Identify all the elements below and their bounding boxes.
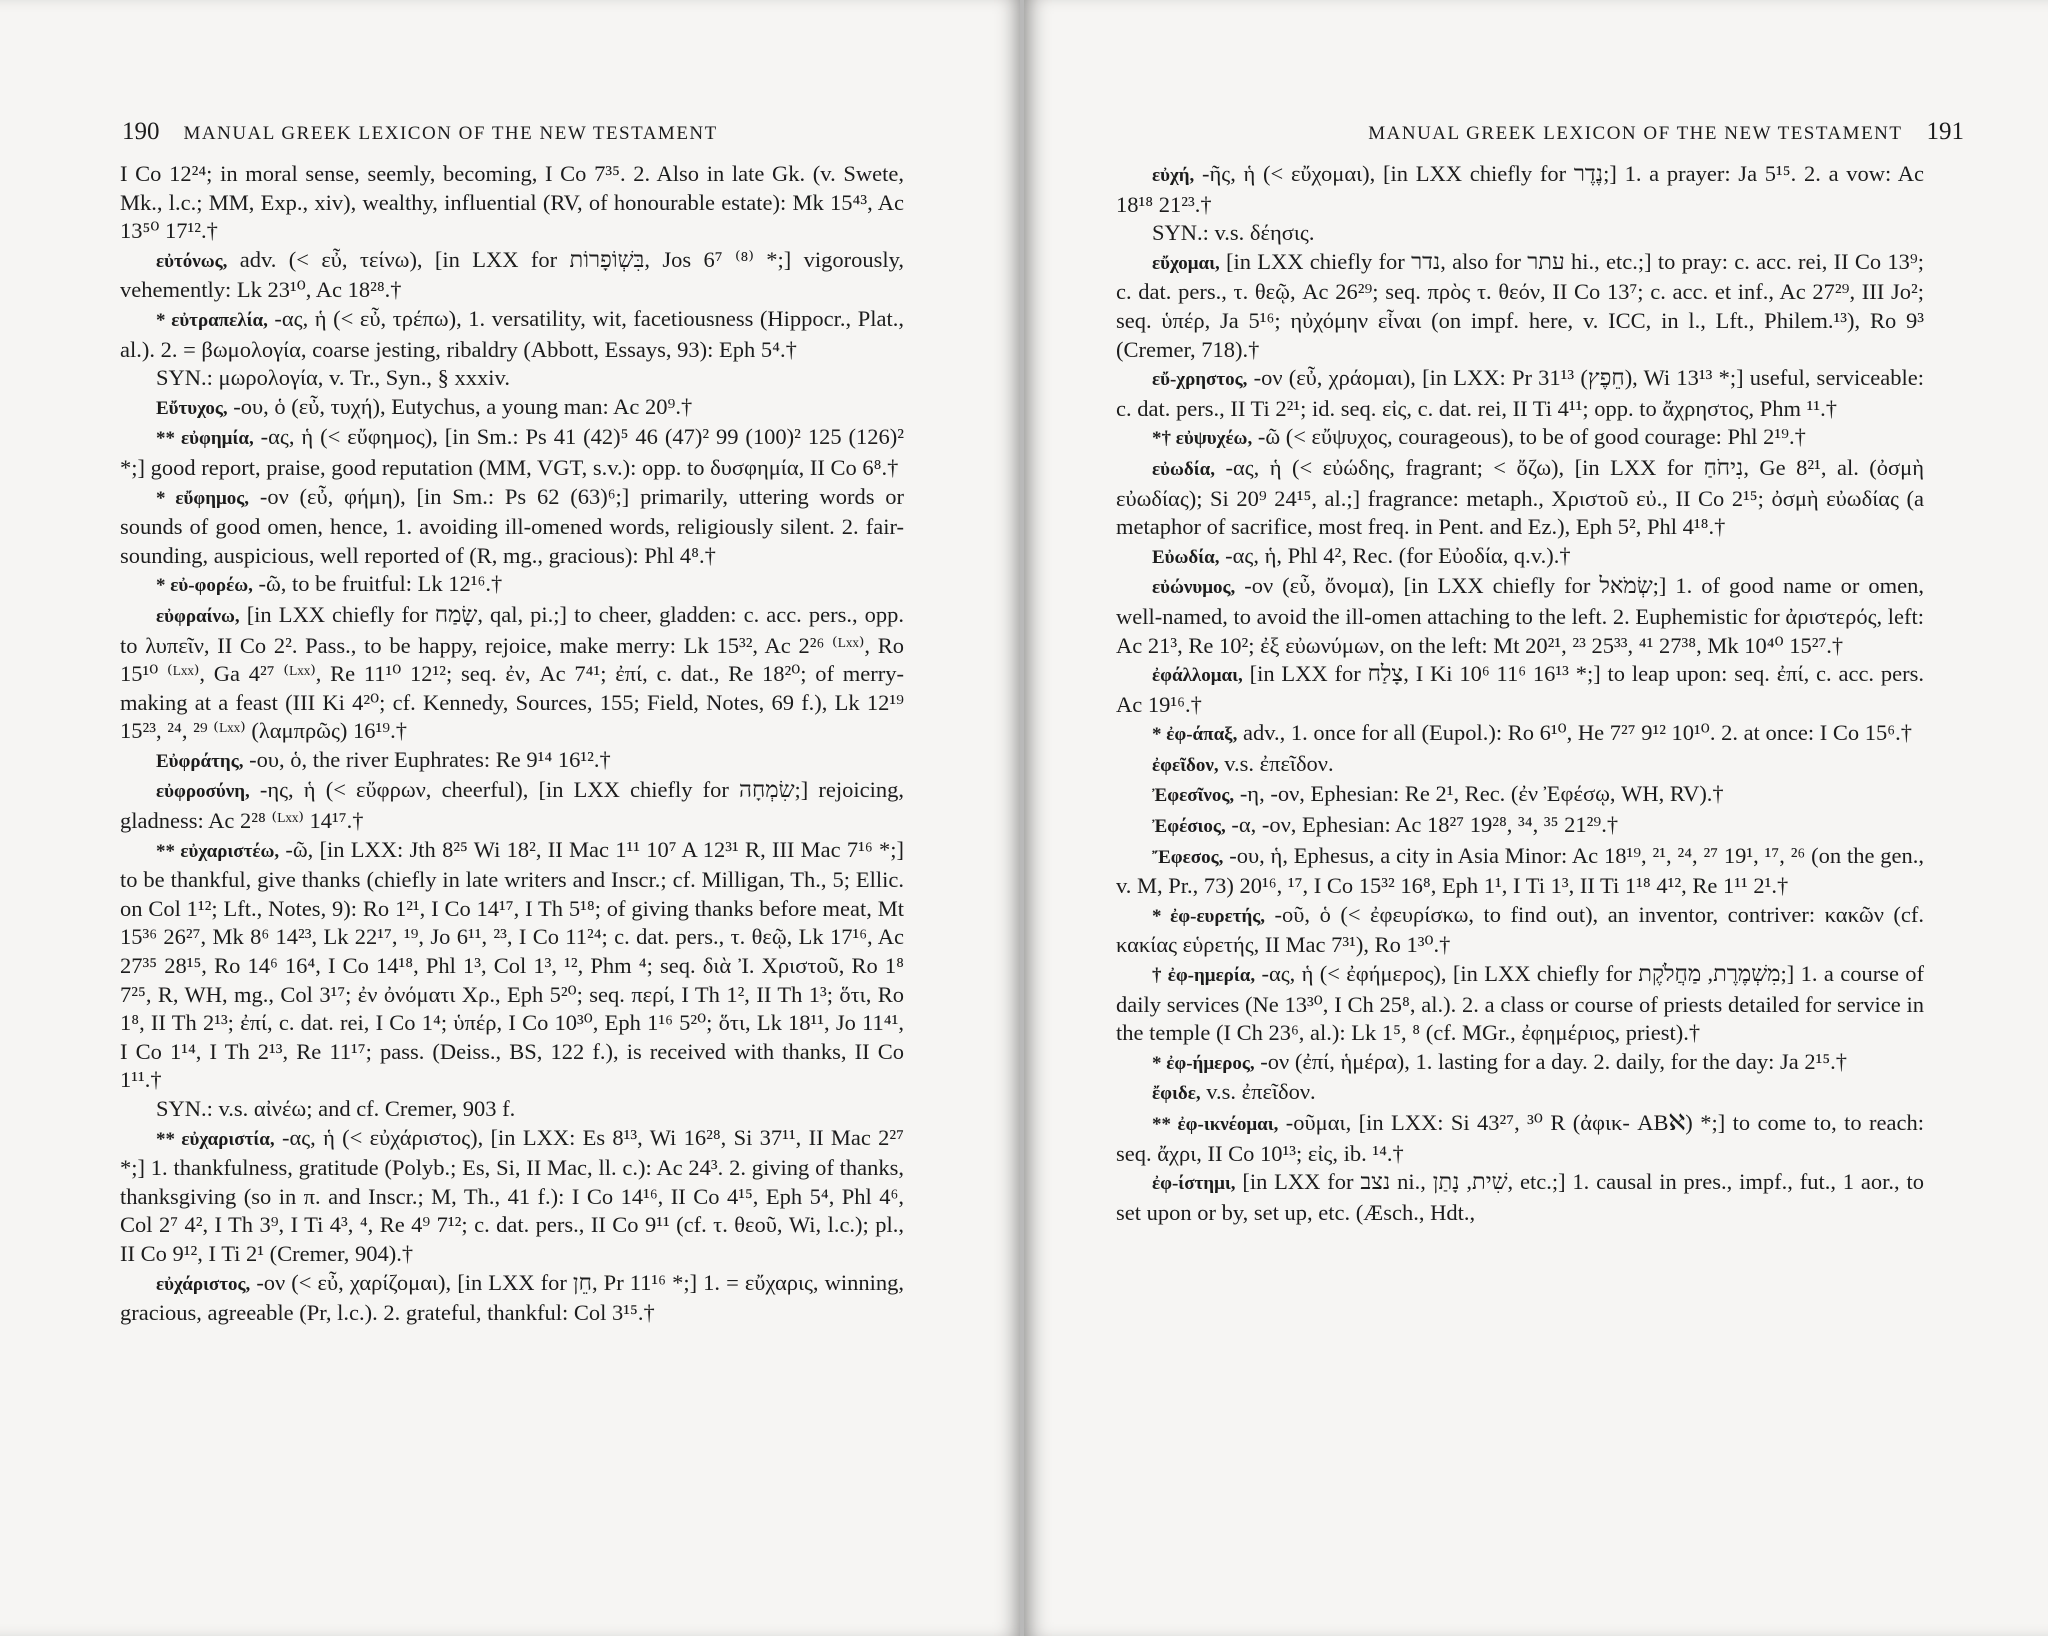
entry-body: -ον (< εὖ, χαρίζομαι), [in LXX for חֵן, Pr 11¹⁶ *;] 1. = εὔχαρις, winning, gracious, agreeable (Pr, l.c.). 2. grateful, thankful: Col 3¹⁵.† bbox=[120, 1269, 904, 1326]
lexicon-entry bbox=[1116, 572, 1924, 660]
lexicon-entry bbox=[120, 246, 904, 305]
entry-headword: εὐωδία, bbox=[1152, 458, 1215, 480]
entry-body: -ας, ἡ (< εὖ, τρέπω), 1. versatility, wit, facetiousness (Hippocr., Plat., al.). 2. = βωμολογία, coarse jesting, ribaldry (Abbott, Essays, 93): Eph 5⁴.† bbox=[120, 305, 904, 362]
entry-body: -ῶ (< εὔψυχος, courageous), to be of good courage: Phl 2¹⁹.† bbox=[1257, 424, 1806, 450]
entry-headword: *† εὐψυχέω, bbox=[1152, 428, 1253, 450]
entry-headword: * ἐφ-ευρετής, bbox=[1152, 905, 1266, 927]
entry-body: -ῶ, [in LXX: Jth 8²⁵ Wi 18², II Mac 1¹¹ 10⁷ A 12³¹ R, III Mac 7¹⁶ *;] to be thankful, give thanks (chiefly in late writers and Inscr.; cf. Milligan, Th., 5; Ellic. on Col 1¹²; Lft., Notes, 9): Ro 1²¹, I Co 14¹⁷, I Th 5¹⁸; of giving thanks before meat, Mt 15³⁶ 26²⁷, Mk 8⁶ 14²³, Lk 22¹⁷, ¹⁹, Jo 6¹¹, ²³, I Co 11²⁴; c. dat. pers., τ. θεῷ, Lk 17¹⁶, Ac 27³⁵ 28¹⁵, Ro 14⁶ 16⁴, I Co 14¹⁸, Phl 1³, Col 1³, ¹², Phm ⁴; seq. διὰ Ἰ. Χριστοῦ, Ro 1⁸ 7²⁵, R, WH, mg., Col 3¹⁷; ἐν ὀνόματι Χρ., Eph 5²⁰; seq. περί, I Th 1², II Th 1³; ὅτι, Ro 1⁸, II Th 2¹³; ἐπί, c. dat. rei, I Co 1⁴; ὑπέρ, I Co 10³⁰, Eph 1¹⁶ 5²⁰; ὅτι, Lk 18¹¹, Jo 11⁴¹, I Co 1¹⁴, I Th 2¹³, Re 11¹⁷; pass. (Deiss., BS, 122 f.), is received with thanks, II Co 1¹¹.† bbox=[120, 836, 905, 1093]
entry-headword: * εὐτραπελία, bbox=[156, 309, 268, 331]
lexicon-entry bbox=[120, 483, 904, 571]
entry-body: -ας, ἡ, Phl 4², Rec. (for Εὐοδία, q.v.).† bbox=[1225, 542, 1571, 568]
entry-headword: ἐφεῖδον, bbox=[1152, 754, 1219, 776]
entry-body: -ου, ἡ, Ephesus, a city in Asia Minor: Ac 18¹⁹, ²¹, ²⁴, ²⁷ 19¹, ¹⁷, ²⁶ (on the gen., v. M, Pr., 73) 20¹⁶, ¹⁷, I Co 15³² 16⁸, Eph 1¹, I Ti 1³, II Ti 1¹⁸ 4¹², Re 1¹¹ 2¹.† bbox=[1116, 842, 1924, 899]
lexicon-entry bbox=[120, 1124, 904, 1269]
entry-body: -ου, ὁ (εὖ, τυχή), Eutychus, a young man: Ac 20⁹.† bbox=[233, 393, 693, 419]
entry-headword: ** εὐφημία, bbox=[156, 428, 254, 450]
entry-headword: ἐφ-ίστημι, bbox=[1152, 1173, 1236, 1195]
entry-body: [in LXX chiefly for שָׂמַח, qal, pi.;] to cheer, gladden: c. acc. pers., opp. to λυπεῖν, II Co 2². Pass., to be happy, rejoice, make merry: Lk 15³², Ac 2²⁶ ⁽ᴸˣˣ⁾, Ro 15¹⁰ ⁽ᴸˣˣ⁾, Ga 4²⁷ ⁽ᴸˣˣ⁾, Re 11¹⁰ 12¹²; seq. ἐν, Ac 7⁴¹; ἐπί, c. dat., Re 18²⁰; of merry-making at a feast (III Ki 4²⁰; cf. Kennedy, Sources, 155; Field, Notes, 69 f.), Lk 12¹⁹ 15²³, ²⁴, ²⁹ ⁽ᴸˣˣ⁾ (λαμπρῶς) 16¹⁹.† bbox=[120, 601, 904, 744]
entry-body: [in LXX for נצב ni., שִׁית, נָתַן, etc.;] 1. causal in pres., impf., fut., 1 aor., to set upon or by, set up, etc. (Æsch., Hdt., bbox=[1116, 1169, 1924, 1225]
synonym-note bbox=[120, 1095, 904, 1124]
right-page bbox=[1024, 0, 2048, 1636]
lexicon-entry bbox=[120, 836, 904, 1095]
entry-body: -ας, ἡ (< εὔφημος), [in Sm.: Ps 41 (42)⁵ 46 (47)² 99 (100)² 125 (126)² *;] good report, praise, good reputation (MM, VGT, s.v.): opp. to δυσφημία, II Co 6⁸.† bbox=[120, 424, 905, 480]
entry-body: -ης, ἡ (< εὔφρων, cheerful), [in LXX chiefly for שִׂמְחָה;] rejoicing, gladness: Ac 2²⁸ ⁽ᴸˣˣ⁾ 14¹⁷.† bbox=[120, 777, 905, 834]
entry-headword: Ἐφεσῖνος, bbox=[1152, 785, 1235, 807]
lexicon-entry bbox=[120, 393, 904, 424]
entry-headword: εὐχάριστος, bbox=[156, 1273, 251, 1295]
lexicon-entry bbox=[1116, 811, 1924, 842]
entry-body: -ας, ἡ (< εὐώδης, fragrant; < ὄζω), [in LXX for נִיחֹחַ, Ge 8²¹, al. (ὀσμὴ εὐωδίας); Si 20⁹ 24¹⁵, al.;] fragrance: metaph., Χριστοῦ εὐ., II Co 2¹⁵; ὀσμὴ εὐωδίας (a metaphor of sacrifice, most freq. in Pent. and Ez.), Eph 5², Phl 4¹⁸.† bbox=[1116, 454, 1925, 540]
lexicon-entry bbox=[1116, 960, 1924, 1048]
lexicon-entry bbox=[120, 160, 904, 246]
entry-headword: * ἐφ-άπαξ, bbox=[1152, 724, 1238, 746]
lexicon-entry bbox=[1116, 780, 1924, 811]
entry-body: v.s. ἐπεῖδον. bbox=[1224, 750, 1334, 776]
right-running-title: MANUAL GREEK LEXICON OF THE NEW TESTAMENT bbox=[1368, 123, 1903, 144]
entry-headword: Εὐωδία, bbox=[1152, 546, 1220, 568]
lexicon-entry bbox=[1116, 901, 1924, 960]
lexicon-entry bbox=[1116, 842, 1924, 901]
entry-body: -ον (εὖ, ὄνομα), [in LXX chiefly for שְׂמֹאל;] 1. of good name or omen, well-named, to avoid the ill-omen attaching to the left. 2. Euphemistic for ἀριστερός, left: Ac 21³, Re 10²; ἐξ εὐωνύμων, on the left: Mt 20²¹, ²³ 25³³, ⁴¹ 27³⁸, Mk 10⁴⁰ 15²⁷.† bbox=[1116, 573, 1924, 658]
entry-body: -ον (εὖ, φήμη), [in Sm.: Ps 62 (63)⁶;] primarily, uttering words or sounds of good omen, hence, 1. avoiding ill-omened words, religiously silent. 2. fair-sounding, auspicious, well reported of (R, mg., gracious): Phl 4⁸.† bbox=[120, 483, 904, 568]
entry-headword: ** εὐχαριστία, bbox=[156, 1128, 275, 1150]
lexicon-entry bbox=[1116, 248, 1924, 364]
entry-body: SYN.: v.s. αἰνέω; and cf. Cremer, 903 f. bbox=[156, 1096, 516, 1121]
lexicon-entry bbox=[120, 601, 904, 746]
entry-headword: εὐφραίνω, bbox=[156, 605, 240, 627]
entry-headword: εὐχή, bbox=[1152, 165, 1195, 186]
right-running-head bbox=[1368, 118, 1964, 146]
left-running-head bbox=[122, 118, 718, 146]
lexicon-entry bbox=[1116, 1078, 1924, 1109]
entry-headword: ἐφάλλομαι, bbox=[1152, 665, 1243, 687]
entry-body: SYN.: μωρολογία, v. Tr., Syn., § xxxiv. bbox=[156, 365, 510, 391]
lexicon-entry bbox=[1116, 454, 1924, 542]
entry-headword: * ἐφ-ήμερος, bbox=[1152, 1052, 1255, 1074]
lexicon-entry bbox=[1116, 660, 1924, 719]
lexicon-entry bbox=[1116, 542, 1924, 573]
entry-body: -οῦ, ὁ (< ἐφευρίσκω, to find out), an inventor, contriver: κακῶν (cf. κακίας εὑρετής, II Mac 7³¹), Ro 1³⁰.† bbox=[1116, 901, 1925, 958]
entry-body: -ον (εὖ, χράομαι), [in LXX: Pr 31¹³ (חֵפֶץ), Wi 13¹³ *;] useful, serviceable: c. dat. pers., II Ti 2²¹; id. seq. εἰς, c. dat. rei, II Ti 4¹¹; opp. to ἄχρηστος, Phm ¹¹.† bbox=[1116, 365, 1924, 421]
entry-body: [in LXX chiefly for נדר, also for עתר hi., etc.;] to pray: c. acc. rei, II Co 13⁹; c. dat. pers., τ. θεῷ, Ac 26²⁹; seq. πρὸς τ. θεόν, II Co 13⁷; c. acc. et inf., Ac 27²⁹, III Jo²; seq. ὑπέρ, Ja 5¹⁶; ηὐχόμην εἶναι (on impf. here, v. ICC, in l., Lft., Philem.¹³), Ro 9³ (Cremer, 718).† bbox=[1116, 248, 1925, 362]
entry-headword: Εὐφράτης, bbox=[156, 750, 244, 772]
entry-headword: εὔ-χρηστος, bbox=[1152, 369, 1248, 391]
right-entries bbox=[1116, 160, 1924, 1227]
left-page bbox=[0, 0, 1020, 1636]
entry-body: -ῆς, ἡ (< εὔχομαι), [in LXX chiefly for נֶדֶר;] 1. a prayer: Ja 5¹⁵. 2. a vow: Ac 18¹⁸ 21²³.† bbox=[1116, 161, 1925, 217]
entry-body: -α, -ον, Ephesian: Ac 18²⁷ 19²⁸, ³⁴, ³⁵ 21²⁹.† bbox=[1231, 812, 1619, 838]
entry-headword: * εὐ-φορέω, bbox=[156, 575, 253, 597]
lexicon-entry bbox=[120, 776, 904, 835]
entry-headword: ἔφιδε, bbox=[1152, 1083, 1201, 1105]
lexicon-entry bbox=[120, 423, 904, 482]
synonym-note bbox=[1116, 219, 1924, 248]
entry-headword: * εὔφημος, bbox=[156, 487, 250, 509]
entry-body: -ας, ἡ (< ἐφήμερος), [in LXX chiefly for מִשְׁמֶרֶת, מַחֲלֹקֶת;] 1. a course of daily services (Ne 13³⁰, I Ch 25⁸, al.). 2. a class or course of priests detailed for service in the temple (I Ch 23⁶, al.): Lk 1⁵, ⁸ (cf. MGr., ἐφημέριος, priest).† bbox=[1116, 961, 1925, 1046]
left-page-number: 190 bbox=[122, 118, 160, 145]
synonym-note bbox=[120, 364, 904, 393]
entry-headword: ** ἐφ-ικνέομαι, bbox=[1152, 1114, 1279, 1135]
entry-body: [in LXX for צָלַח, I Ki 10⁶ 11⁶ 16¹³ *;] to leap upon: seq. ἐπί, c. acc. pers. Ac 19¹⁶.† bbox=[1116, 661, 1924, 717]
entry-body: adv., 1. once for all (Eupol.): Ro 6¹⁰, He 7²⁷ 9¹² 10¹⁰. 2. at once: I Co 15⁶.† bbox=[1243, 720, 1913, 746]
left-running-title: MANUAL GREEK LEXICON OF THE NEW TESTAMENT bbox=[183, 123, 718, 144]
entry-headword: εὐφροσύνη, bbox=[156, 781, 250, 803]
entry-headword: ** εὐχαριστέω, bbox=[156, 840, 280, 862]
entry-body: v.s. ἐπεῖδον. bbox=[1206, 1079, 1316, 1105]
lexicon-entry bbox=[1116, 719, 1924, 750]
entry-headword: εὐτόνως, bbox=[156, 250, 228, 272]
lexicon-entry bbox=[120, 570, 904, 601]
entry-headword: Εὔτυχος, bbox=[156, 397, 228, 419]
lexicon-entry bbox=[1116, 160, 1924, 219]
entry-headword: † ἐφ-ημερία, bbox=[1152, 965, 1256, 987]
entry-body: -ον (ἐπί, ἡμέρα), 1. lasting for a day. 2. daily, for the day: Ja 2¹⁵.† bbox=[1260, 1048, 1848, 1074]
lexicon-entry bbox=[1116, 364, 1924, 423]
lexicon-entry bbox=[1116, 1048, 1924, 1079]
left-entries bbox=[120, 160, 904, 1328]
lexicon-entry bbox=[1116, 1109, 1924, 1168]
lexicon-entry bbox=[120, 746, 904, 777]
lexicon-entry bbox=[120, 1269, 904, 1328]
entry-headword: εὐώνυμος, bbox=[1152, 577, 1236, 599]
entry-body: SYN.: v.s. δέησις. bbox=[1152, 220, 1315, 246]
entry-headword: Ἔφεσος, bbox=[1152, 846, 1224, 868]
lexicon-entry bbox=[1116, 1168, 1924, 1227]
entry-headword: Ἐφέσιος, bbox=[1152, 816, 1226, 838]
entry-body: -ας, ἡ (< εὐχάριστος), [in LXX: Es 8¹³, Wi 16²⁸, Si 37¹¹, II Mac 2²⁷ *;] 1. thankfulness, gratitude (Polyb.; Es, Si, II Mac, ll. c.): Ac 24³. 2. giving of thanks, thanksgiving (so in π. and Inscr.; M, Th., 41 f.): I Co 14¹⁶, II Co 4¹⁵, Eph 5⁴, Phl 4⁶, Col 2⁷ 4², I Th 3⁹, I Ti 4³, ⁴, Re 4⁹ 7¹²; c. dat. pers., II Co 9¹¹ (cf. τ. θεοῦ, Wi, l.c.); pl., II Co 9¹², I Ti 2¹ (Cremer, 904).† bbox=[120, 1124, 905, 1266]
right-page-number: 191 bbox=[1926, 118, 1964, 145]
entry-body: I Co 12²⁴; in moral sense, seemly, becoming, I Co 7³⁵. 2. Also in late Gk. (v. Swete, Mk., l.c.; MM, Exp., xiv), wealthy, influential (RV, of honourable estate): Mk 15⁴³, Ac 13⁵⁰ 17¹².† bbox=[120, 161, 904, 244]
entry-body: -η, -ον, Ephesian: Re 2¹, Rec. (ἐν Ἐφέσῳ, WH, RV).† bbox=[1239, 781, 1724, 807]
entry-body: -ου, ὁ, the river Euphrates: Re 9¹⁴ 16¹².† bbox=[249, 746, 611, 772]
entry-body: -οῦμαι, [in LXX: Si 43²⁷, ³⁰ R (ἀφικ- ABℵ) *;] to come to, to reach: seq. ἄχρι, II Co 10¹³; εἰς, ib. ¹⁴.† bbox=[1116, 1110, 1924, 1166]
lexicon-entry bbox=[1116, 750, 1924, 781]
entry-body: adv. (< εὖ, τείνω), [in LXX for בִּשְׁוֹפָרוֹת, Jos 6⁷ ⁽⁸⁾ *;] vigorously, vehemently: Lk 23¹⁰, Ac 18²⁸.† bbox=[120, 246, 905, 303]
entry-body: -ῶ, to be fruitful: Lk 12¹⁶.† bbox=[258, 571, 503, 597]
entry-headword: εὔχομαι, bbox=[1152, 252, 1220, 274]
lexicon-entry bbox=[120, 305, 904, 364]
lexicon-entry bbox=[1116, 423, 1924, 454]
